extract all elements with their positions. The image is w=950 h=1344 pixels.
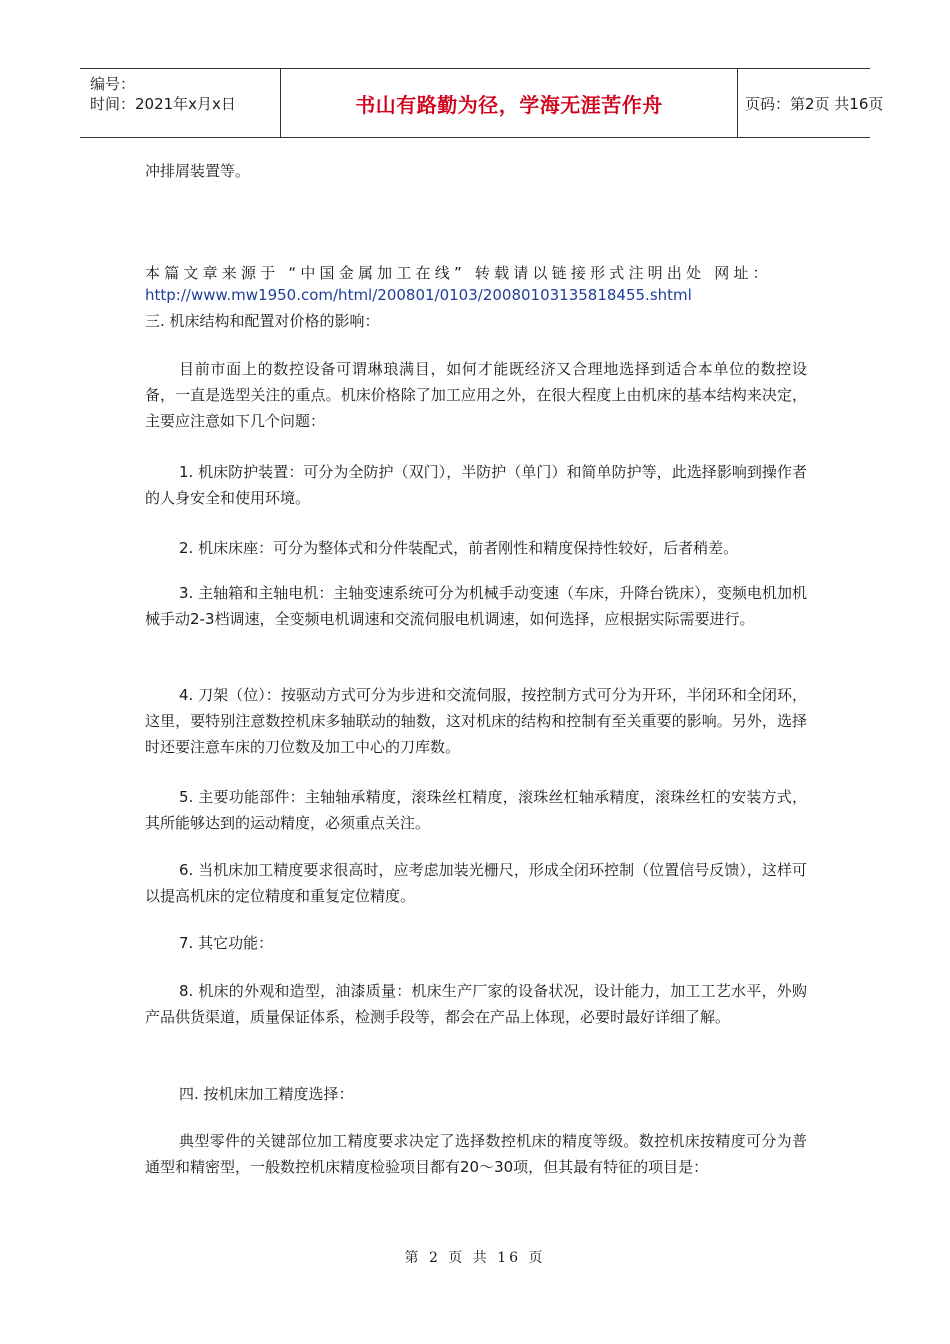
item-3-paragraph: 3. 主轴箱和主轴电机：主轴变速系统可分为机械手动变速（车床，升降台铣床），变频电机加机械手动2-3档调速，全变频电机调速和交流伺服电机调速，如何选择，应根据实际需要进行。 [145,584,807,628]
section-4-title: 四. 按机床加工精度选择： [179,1085,354,1103]
item-8-paragraph: 8. 机床的外观和造型，油漆质量：机床生产厂家的设备状况，设计能力，加工工艺水平，外购产品供货渠道，质量保证体系，检测手段等，都会在产品上体现，必要时最好详细了解。 [145,982,807,1026]
source-note: 本篇文章来源于 “中国金属加工在线” 转载请以链接形式注明出处 网址： [145,264,772,282]
section-3-title: 三. 机床结构和配置对价格的影响： [145,312,380,330]
header-motto-cell [280,69,738,137]
item-1-paragraph: 1. 机床防护装置：可分为全防护（双门），半防护（单门）和简单防护等，此选择影响到操作者的人身安全和使用环境。 [145,463,807,507]
item-4-paragraph: 4. 刀架（位）：按驱动方式可分为步进和交流伺服，按控制方式可分为开环，半闭环和全闭环，这里，要特别注意数控机床多轴联动的轴数，这对机床的结构和控制有至关重要的影响。另外，选择时还要注意车床的刀位数及加工中心的刀库数。 [145,686,807,756]
closing-paragraph: 典型零件的关键部位加工精度要求决定了选择数控机床的精度等级。数控机床按精度可分为普通型和精密型，一般数控机床精度检验项目都有20～30项，但其最有特征的项目是： [145,1132,807,1176]
document-number-label: 编号： [90,75,136,93]
item-5-paragraph: 5. 主要功能部件：主轴轴承精度，滚珠丝杠精度，滚珠丝杠轴承精度，滚珠丝杠的安装方式，其所能够达到的运动精度，必须重点关注。 [145,788,807,832]
document-header [80,68,884,138]
header-motto: 书山有路勤为径，学海无涯苦作舟 [355,92,663,117]
intro-paragraph: 目前市面上的数控设备可谓琳琅满目，如何才能既经济又合理地选择到适合本单位的数控设备，一直是选型关注的重点。机床价格除了加工应用之外，在很大程度上由机床的基本结构来决定，主要应注意如下几个问题： [145,360,807,430]
item-7-paragraph: 7. 其它功能： [179,934,274,952]
page-footer: 第 2 页 共 16 页 [404,1250,546,1266]
source-url-link[interactable]: http://www.mw1950.com/html/200801/0103/20080103135818455.shtml [145,286,692,304]
document-time-label: 时间：2021年x月x日 [90,95,236,113]
header-page-cell [737,69,884,137]
item-2-paragraph: 2. 机床床座：可分为整体式和分件装配式，前者刚性和精度保持性较好，后者稍差。 [179,539,739,557]
item-6-paragraph: 6. 当机床加工精度要求很高时，应考虑加装光栅尺，形成全闭环控制（位置信号反馈），这样可以提高机床的定位精度和重复定位精度。 [145,861,807,905]
continued-line: 冲排屑装置等。 [145,162,251,180]
header-page-info: 页码：第2页 共16页 [745,94,884,113]
header-meta-cell [80,69,280,137]
